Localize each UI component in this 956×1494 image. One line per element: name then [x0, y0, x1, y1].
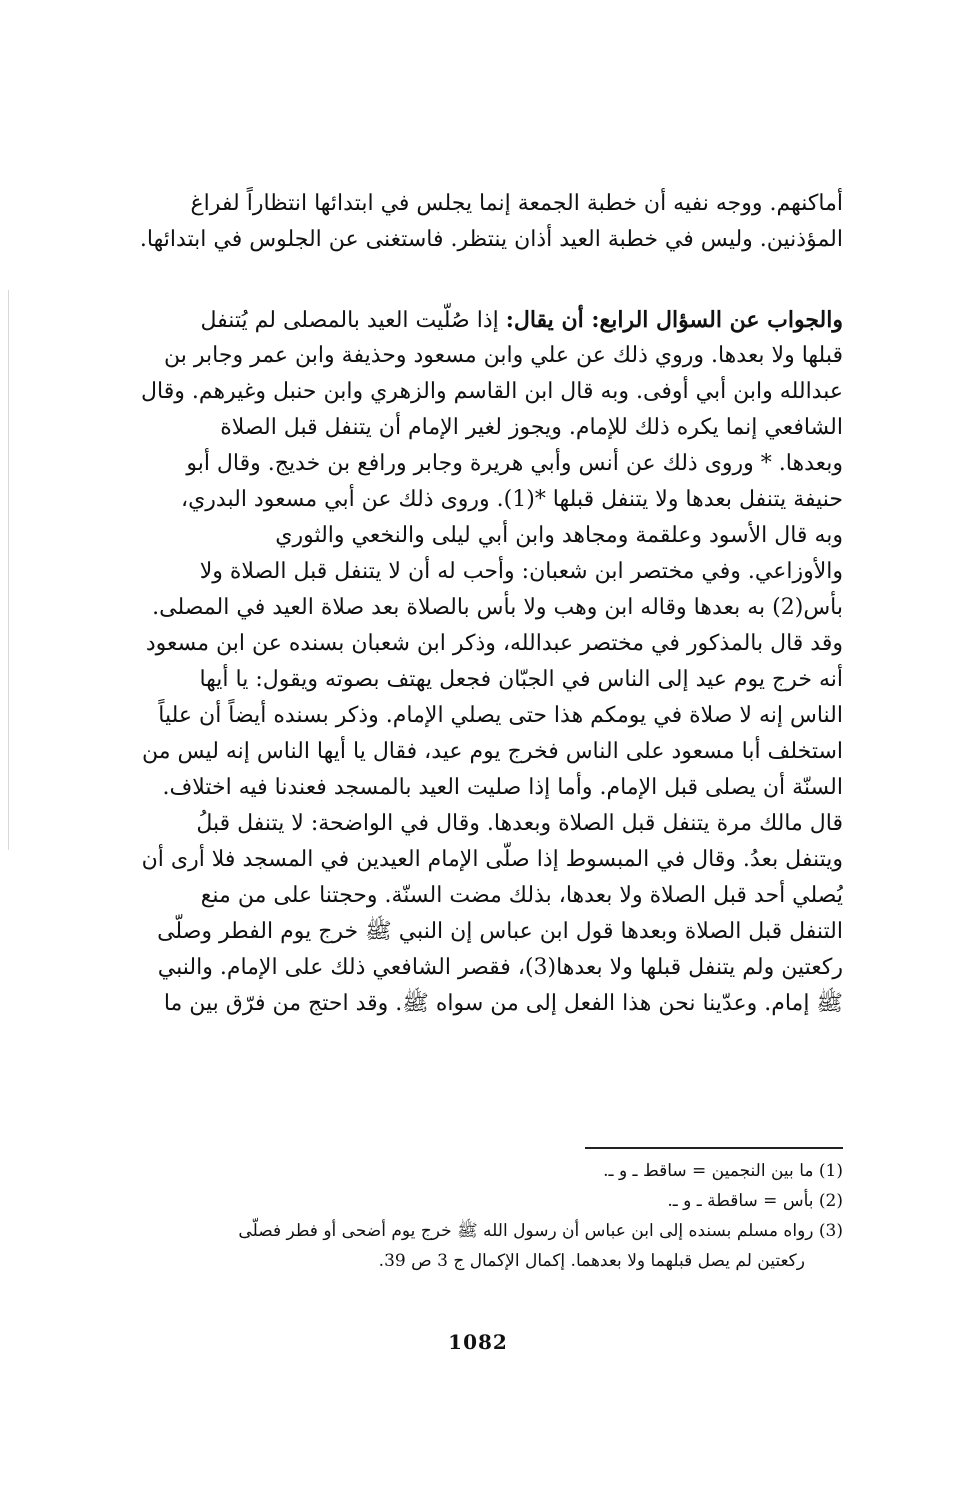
- body-line: ويتنفل بعدُ. وقال في المبسوط إذا صلّى الإمام العيدين في المسجد فلا أرى أن: [141, 847, 843, 872]
- body-line: استخلف أبا مسعود على الناس فخرج يوم عيد، فقال يا أيها الناس إنه ليس من: [141, 739, 843, 764]
- body-line: ركعتين ولم يتنفل قبلها ولا بعدها(3)، فقصر الشافعي ذلك على الإمام. والنبي: [157, 955, 843, 980]
- body-line: السنّة أن يصلى قبل الإمام. وأما إذا صليت العيد بالمسجد فعندنا فيه اختلاف.: [162, 775, 843, 800]
- first-line-rest: إذا صُلّيت العيد بالمصلى لم يُتنفل: [200, 308, 506, 333]
- intro-paragraph: [110, 186, 843, 258]
- body-line: يُصلي أحد قبل الصلاة ولا بعدها، بذلك مضت السنّة. وحجتنا على من منع: [200, 883, 843, 908]
- footnotes: [110, 1156, 843, 1276]
- answer-four-paragraph: [110, 302, 843, 1022]
- scan-margin-line: [8, 290, 9, 850]
- intro-line: أماكنهم. ووجه نفيه أن خطبة الجمعة إنما يجلس في ابتدائها انتظاراً لفراغ: [190, 191, 843, 216]
- footnote-3-continuation: ركعتين لم يصل قبلهما ولا بعدهما. إكمال الإكمال ج 3 ص 39.: [378, 1251, 805, 1271]
- body-line: ﷺ إمام. وعدّينا نحن هذا الفعل إلى من سواه ﷺ. وقد احتج من فرّق بين ما: [163, 991, 843, 1016]
- section-lead-heading: والجواب عن السؤال الرابع: أن يقال:: [505, 307, 843, 333]
- body-line: وبعدها. * وروى ذلك عن أنس وأبي هريرة وجابر ورافع بن خديج. وقال أبو: [186, 451, 843, 476]
- body-line: عبدالله وابن أبي أوفى. وبه قال ابن القاسم والزهري وابن حنبل وغيرهم. وقال: [141, 379, 843, 404]
- body-line: وقد قال بالمذكور في مختصر عبدالله، وذكر ابن شعبان بسنده عن ابن مسعود: [145, 631, 843, 656]
- footnote-separator-rule: [585, 1147, 843, 1149]
- body-line: قبلها ولا بعدها. وروي ذلك عن علي وابن مسعود وحذيفة وابن عمر وجابر بن: [164, 343, 843, 368]
- footnote-3: (3) رواه مسلم بسنده إلى ابن عباس أن رسول الله ﷺ خرج يوم أضحى أو فطر فصلّى: [238, 1221, 843, 1241]
- body-line: التنفل قبل الصلاة وبعدها قول ابن عباس إن النبي ﷺ خرج يوم الفطر وصلّى: [157, 919, 843, 944]
- paragraph-first-line: [110, 302, 843, 338]
- body-line: بأس(2) به بعدها وقاله ابن وهب ولا بأس بالصلاة بعد صلاة العيد في المصلى.: [152, 595, 843, 620]
- footnote-2: (2) بأس = ساقطة ـ و ـ.: [667, 1191, 843, 1211]
- page-number: 1082: [448, 1330, 508, 1354]
- body-line: الناس إنه لا صلاة في يومكم هذا حتى يصلي الإمام. وذكر بسنده أيضاً أن علياً: [158, 703, 843, 728]
- body-line: وبه قال الأسود وعلقمة ومجاهد وابن أبي ليلى والنخعي والثوري: [275, 523, 843, 548]
- body-line: والأوزاعي. وفي مختصر ابن شعبان: وأحب له أن لا يتنفل قبل الصلاة ولا: [199, 559, 843, 584]
- footnote-1: (1) ما بين النجمين = ساقط ـ و ـ.: [603, 1161, 843, 1181]
- body-line: قال مالك مرة يتنفل قبل الصلاة وبعدها. وقال في الواضحة: لا يتنفل قبلُ: [196, 811, 843, 836]
- intro-line: المؤذنين. وليس في خطبة العيد أذان ينتظر. فاستغنى عن الجلوس في ابتدائها.: [139, 227, 843, 252]
- body-line: الشافعي إنما يكره ذلك للإمام. ويجوز لغير الإمام أن يتنفل قبل الصلاة: [220, 415, 843, 440]
- body-line: أنه خرج يوم عيد إلى الناس في الجبّان فجعل يهتف بصوته ويقول: يا أيها: [199, 667, 843, 692]
- body-line: حنيفة يتنفل بعدها ولا يتنفل قبلها *(1). وروى ذلك عن أبي مسعود البدري،: [180, 487, 843, 512]
